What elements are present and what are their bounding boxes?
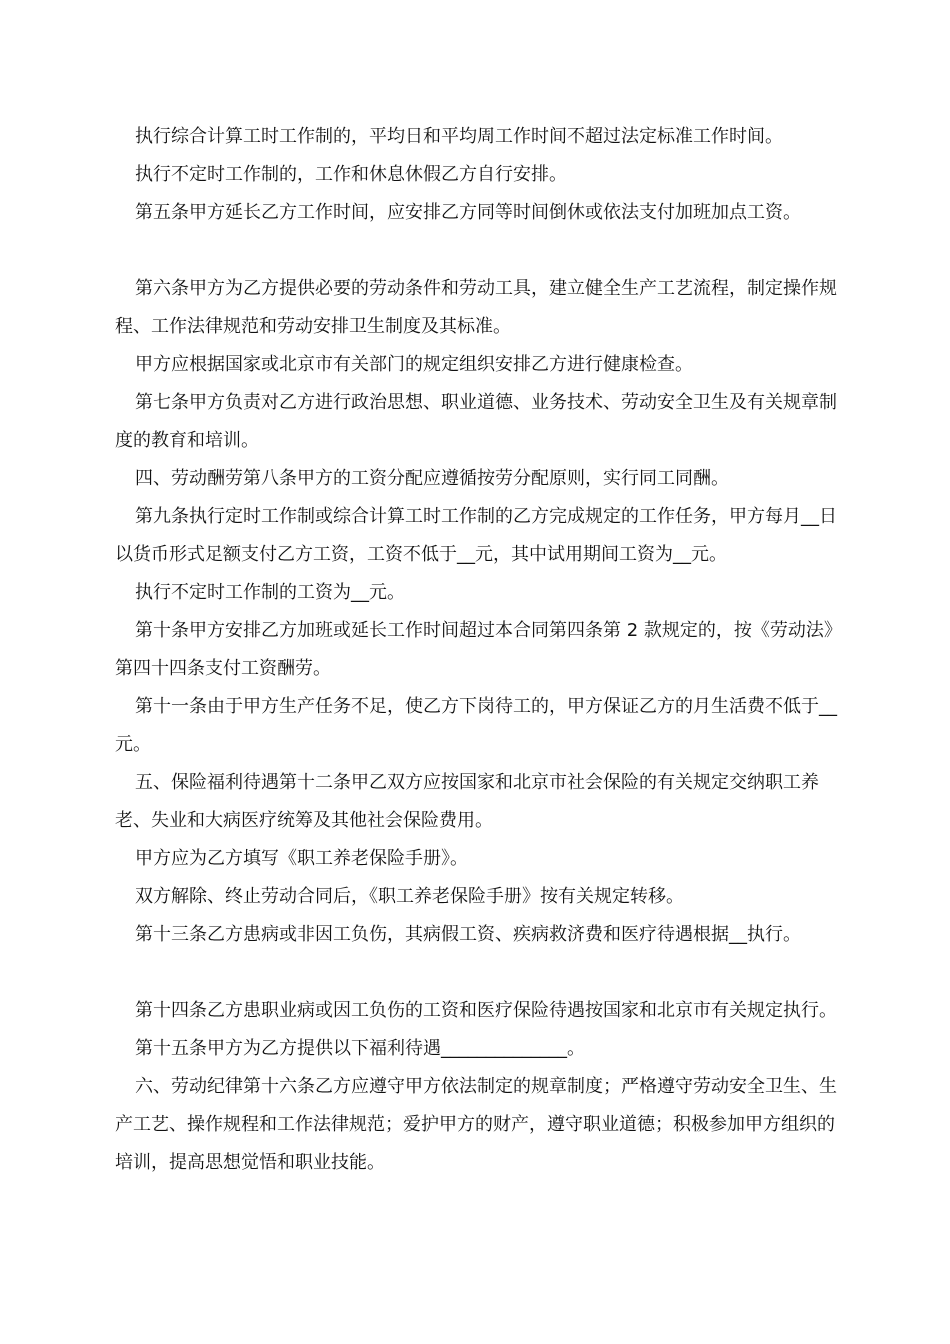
paragraph: 第十一条由于甲方生产任务不足，使乙方下岗待工的，甲方保证乙方的月生活费不低于__元。 xyxy=(115,696,837,755)
paragraph: 执行不定时工作制的工资为__元。 xyxy=(135,582,405,603)
document-body xyxy=(115,118,845,1182)
paragraph: 第七条甲方负责对乙方进行政治思想、职业道德、业务技术、劳动安全卫生及有关规章制度的教育和培训。 xyxy=(115,392,837,451)
paragraph: 第九条执行定时工作制或综合计算工时工作制的乙方完成规定的工作任务，甲方每月__日以货币形式足额支付乙方工资，工资不低于__元，其中试用期间工资为__元。 xyxy=(115,506,837,565)
paragraph: 第五条甲方延长乙方工作时间，应安排乙方同等时间倒休或依法支付加班加点工资。 xyxy=(135,202,801,223)
paragraph: 第六条甲方为乙方提供必要的劳动条件和劳动工具，建立健全生产工艺流程，制定操作规程、工作法律规范和劳动安排卫生制度及其标准。 xyxy=(115,278,837,337)
paragraph: 五、保险福利待遇第十二条甲乙双方应按国家和北京市社会保险的有关规定交纳职工养老、失业和大病医疗统筹及其他社会保险费用。 xyxy=(115,772,819,831)
paragraph: 执行不定时工作制的，工作和休息休假乙方自行安排。 xyxy=(135,164,567,185)
paragraph: 第十五条甲方为乙方提供以下福利待遇______________。 xyxy=(135,1038,585,1059)
paragraph: 四、劳动酬劳第八条甲方的工资分配应遵循按劳分配原则，实行同工同酬。 xyxy=(135,468,729,489)
paragraph: 双方解除、终止劳动合同后，《职工养老保险手册》按有关规定转移。 xyxy=(135,886,684,907)
paragraph: 第十三条乙方患病或非因工负伤，其病假工资、疾病救济费和医疗待遇根据__执行。 xyxy=(135,924,801,945)
paragraph: 第十条甲方安排乙方加班或延长工作时间超过本合同第四条第 2 款规定的，按《劳动法》第四十四条支付工资酬劳。 xyxy=(115,620,842,679)
paragraph: 执行综合计算工时工作制的，平均日和平均周工作时间不超过法定标准工作时间。 xyxy=(135,126,783,147)
paragraph: 甲方应根据国家或北京市有关部门的规定组织安排乙方进行健康检查。 xyxy=(135,354,693,375)
paragraph: 甲方应为乙方填写《职工养老保险手册》。 xyxy=(135,848,468,869)
paragraph: 第十四条乙方患职业病或因工负伤的工资和医疗保险待遇按国家和北京市有关规定执行。 xyxy=(135,1000,837,1021)
paragraph: 六、劳动纪律第十六条乙方应遵守甲方依法制定的规章制度；严格遵守劳动安全卫生、生产工艺、操作规程和工作法律规范；爱护甲方的财产，遵守职业道德；积极参加甲方组织的培训，提高思想觉悟和职业技能。 xyxy=(115,1076,837,1173)
